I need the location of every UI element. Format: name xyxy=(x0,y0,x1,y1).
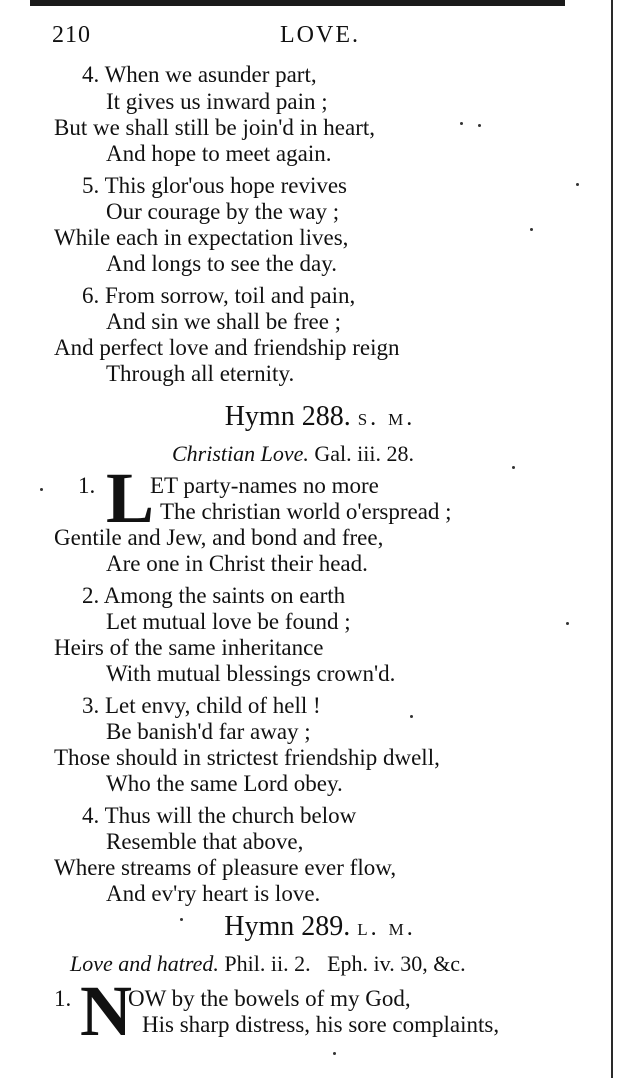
verse-line: And sin we shall be free ; xyxy=(106,309,342,334)
verse-line: 6. From sorrow, toil and pain, xyxy=(82,283,356,308)
verse-line: OW by the bowels of my God, xyxy=(128,986,411,1011)
verse-line: Our courage by the way ; xyxy=(106,199,340,224)
print-speck xyxy=(512,466,515,469)
print-speck xyxy=(478,124,481,127)
verse-line: And longs to see the day. xyxy=(106,251,338,276)
verse-line: His sharp distress, his sore complaints, xyxy=(142,1012,500,1037)
hymn-title xyxy=(0,911,640,943)
verse-line: Resemble that above, xyxy=(106,829,304,854)
print-speck xyxy=(40,488,43,491)
verse-line: ET party-names no more xyxy=(150,473,379,498)
verse-line: While each in expectation lives, xyxy=(54,225,349,250)
verse-line: It gives us inward pain ; xyxy=(106,89,328,114)
verse-line: And hope to meet again. xyxy=(106,141,332,166)
verse-line: Through all eternity. xyxy=(106,361,295,386)
verse-line: 3. Let envy, child of hell ! xyxy=(82,693,321,718)
verse-line: 2. Among the saints on earth xyxy=(82,583,346,608)
scripture-reference: Gal. iii. 28. xyxy=(314,441,415,466)
print-speck xyxy=(576,183,579,186)
page-number: 210 xyxy=(52,22,91,48)
verse-line: And ev'ry heart is love. xyxy=(106,881,321,906)
hymn-number: Hymn 288. xyxy=(224,401,351,432)
verse-line: 5. This glor'ous hope revives xyxy=(82,173,347,198)
hymn-title xyxy=(0,401,640,433)
drop-cap: L xyxy=(106,458,155,538)
drop-cap: N xyxy=(80,971,132,1051)
verse-line: Are one in Christ their head. xyxy=(106,551,368,576)
hymn-number: Hymn 289. xyxy=(224,911,351,942)
verse-line: The christian world o'erspread ; xyxy=(160,499,452,524)
top-rule xyxy=(30,0,565,6)
running-head: LOVE. xyxy=(280,22,360,48)
verse-line: 4. Thus will the church below xyxy=(82,803,357,828)
hymn-theme: Christian Love. xyxy=(172,441,309,466)
verse-line: 4. When we asunder part, xyxy=(82,62,317,87)
print-speck xyxy=(410,715,413,718)
verse-number: 1. xyxy=(54,986,72,1011)
verse-line: But we shall still be join'd in heart, xyxy=(54,115,375,140)
hymn-theme: Love and hatred. xyxy=(70,951,219,976)
verse-line: Gentile and Jew, and bond and free, xyxy=(54,525,384,550)
verse-number: 1. xyxy=(78,473,96,498)
verse-line: Who the same Lord obey. xyxy=(106,771,343,796)
hymn-subtitle xyxy=(172,441,414,467)
verse-line: Where streams of pleasure ever flow, xyxy=(54,855,397,880)
verse-line: And perfect love and friendship reign xyxy=(54,335,400,360)
scripture-reference: Phil. ii. 2. Eph. iv. 30, &c. xyxy=(224,951,466,976)
verse-line: Let mutual love be found ; xyxy=(106,609,351,634)
verse-line: With mutual blessings crown'd. xyxy=(106,661,396,686)
hymn-meter: s. m. xyxy=(357,405,416,431)
print-speck xyxy=(460,122,463,125)
print-speck xyxy=(333,1052,336,1055)
print-speck xyxy=(566,622,569,625)
print-speck xyxy=(180,918,183,921)
print-speck xyxy=(530,228,533,231)
hymn-meter: l. m. xyxy=(357,915,416,941)
verse-line: Be banish'd far away ; xyxy=(106,719,311,744)
verse-line: Heirs of the same inheritance xyxy=(54,635,324,660)
verse-line: Those should in strictest friendship dwell, xyxy=(54,745,440,770)
